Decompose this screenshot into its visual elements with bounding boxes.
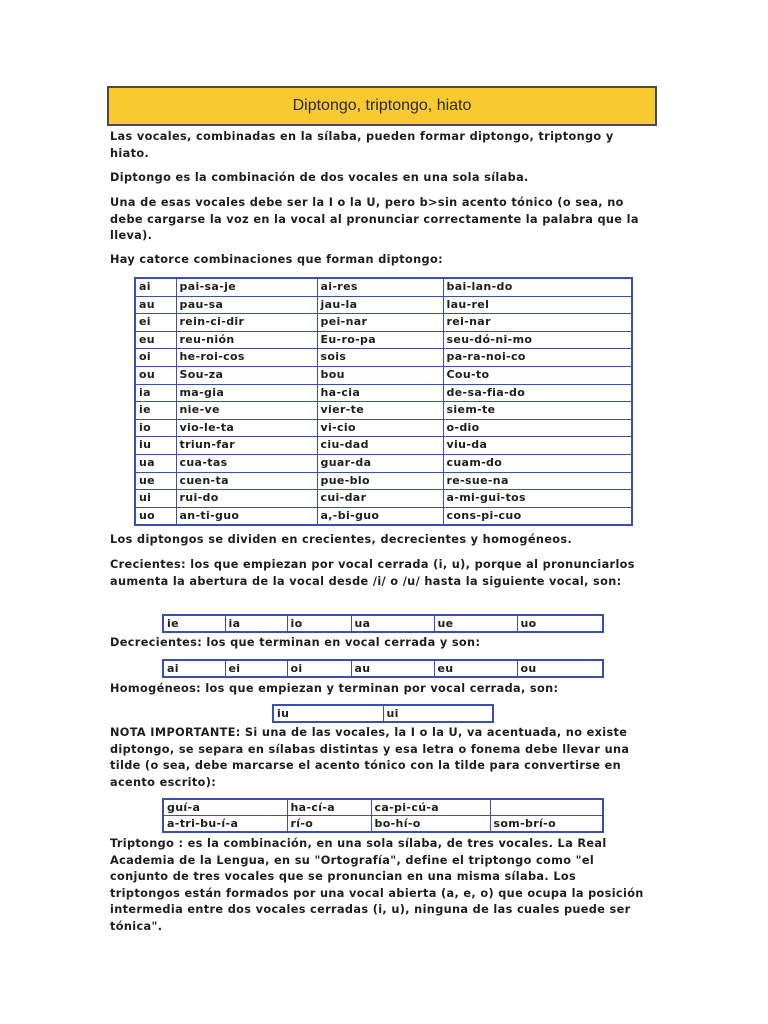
decrecientes-paragraph: Decrecientes: los que terminan en vocal cerrada y son:	[110, 636, 481, 649]
table-cell: eu	[135, 331, 176, 349]
homogeneos-paragraph: Homogéneos: los que empiezan y terminan por vocal cerrada, son:	[110, 682, 559, 695]
decreciente-cell: oi	[287, 660, 351, 677]
table-cell: rein-ci-dir	[176, 314, 317, 332]
table-row	[135, 331, 632, 349]
table-cell: io	[135, 419, 176, 437]
decreciente-cell: au	[351, 660, 434, 677]
table-cell: a-mi-gui-tos	[443, 490, 632, 508]
dividen-paragraph: Los diptongos se dividen en crecientes, decrecientes y homogéneos.	[110, 533, 573, 546]
table-row	[135, 366, 632, 384]
table-cell: ua	[135, 454, 176, 472]
table-row	[135, 278, 632, 296]
crecientes-paragraph: Crecientes: los que empiezan por vocal cerrada (i, u), porque al pronunciarlos aumenta la abertura de la vocal desde /i/ o /u/ hasta la siguiente vocal, son:	[110, 558, 635, 588]
table-row	[135, 437, 632, 455]
hiato-cell: bo-hí-o	[371, 816, 490, 833]
table-cell: ie	[135, 402, 176, 420]
creciente-cell: uo	[517, 615, 603, 632]
table-cell: oi	[135, 349, 176, 367]
table-cell: ciu-dad	[317, 437, 443, 455]
homogeneos-table	[272, 704, 494, 723]
decreciente-cell: eu	[434, 660, 517, 677]
table-row	[163, 615, 603, 632]
decreciente-cell: ou	[517, 660, 603, 677]
table-cell: ei	[135, 314, 176, 332]
table-row	[135, 402, 632, 420]
table-row	[273, 705, 493, 722]
table-cell: o-dio	[443, 419, 632, 437]
catorce-paragraph: Hay catorce combinaciones que forman diptongo:	[110, 253, 443, 266]
triptongo-paragraph: Triptongo : es la combinación, en una sola sílaba, de tres vocales. La Real Academia de la Lengua, en su "Ortografía", define el triptongo como "el conjunto de tres vocales que se pronuncian en una misma sílaba. Los triptongos están formados por una vocal abierta (a, e, o) que ocupa la posición intermedia entre dos vocales cerradas (i, u), ninguna de las cuales puede ser tónica".	[110, 837, 644, 933]
hiato-cell: rí-o	[287, 816, 371, 833]
table-row	[135, 419, 632, 437]
table-cell: Eu-ro-pa	[317, 331, 443, 349]
decrecientes-table	[162, 659, 604, 678]
homogeneo-cell: ui	[383, 705, 493, 722]
table-cell: bou	[317, 366, 443, 384]
table-cell: reu-nión	[176, 331, 317, 349]
decreciente-cell: ai	[163, 660, 225, 677]
homogeneo-cell: iu	[273, 705, 383, 722]
rule-paragraph: Una de esas vocales debe ser la I o la U, pero b>sin acento tónico (o sea, no debe cargarse la voz en la vocal al pronunciar correctamente la palabra que la lleva).	[110, 196, 639, 242]
table-cell: an-ti-guo	[176, 507, 317, 525]
intro-paragraph: Las vocales, combinadas en la sílaba, pueden formar diptongo, triptongo y hiato.	[110, 130, 614, 160]
table-row	[135, 296, 632, 314]
table-cell: bai-lan-do	[443, 278, 632, 296]
table-cell: jau-la	[317, 296, 443, 314]
table-cell: iu	[135, 437, 176, 455]
table-cell: ai	[135, 278, 176, 296]
table-cell: a,-bi-guo	[317, 507, 443, 525]
table-row	[135, 454, 632, 472]
table-cell: ou	[135, 366, 176, 384]
table-cell: au	[135, 296, 176, 314]
table-row	[135, 349, 632, 367]
table-cell: pa-ra-noi-co	[443, 349, 632, 367]
table-cell: cuam-do	[443, 454, 632, 472]
table-cell: Cou-to	[443, 366, 632, 384]
table-row	[163, 799, 603, 816]
hiato-table	[162, 798, 604, 833]
table-cell: vio-le-ta	[176, 419, 317, 437]
creciente-cell: io	[287, 615, 351, 632]
table-cell: ha-cia	[317, 384, 443, 402]
hiato-cell: ca-pi-cú-a	[371, 799, 490, 816]
table-cell: triun-far	[176, 437, 317, 455]
table-cell: nie-ve	[176, 402, 317, 420]
table-cell: seu-dó-ni-mo	[443, 331, 632, 349]
table-row	[163, 660, 603, 677]
nota-importante-paragraph: NOTA IMPORTANTE: Si una de las vocales, la I o la U, va acentuada, no existe diptongo, se separa en sílabas distintas y esa letra o fonema debe llevar una tilde (o sea, debe marcarse el acento tónico con la tilde para convertirse en acento escrito):	[110, 726, 630, 789]
creciente-cell: ue	[434, 615, 517, 632]
table-cell: ai-res	[317, 278, 443, 296]
hiato-cell: ha-cí-a	[287, 799, 371, 816]
table-cell: cuen-ta	[176, 472, 317, 490]
table-cell: viu-da	[443, 437, 632, 455]
creciente-cell: ia	[225, 615, 287, 632]
table-cell: sois	[317, 349, 443, 367]
table-cell: re-sue-na	[443, 472, 632, 490]
table-row	[135, 507, 632, 525]
table-cell: rui-do	[176, 490, 317, 508]
hiato-cell: a-tri-bu-í-a	[163, 816, 287, 833]
table-cell: ui	[135, 490, 176, 508]
table-cell: guar-da	[317, 454, 443, 472]
diphthong-table	[134, 277, 633, 526]
table-cell: lau-rel	[443, 296, 632, 314]
creciente-cell: ie	[163, 615, 225, 632]
table-cell: uo	[135, 507, 176, 525]
table-cell: ma-gia	[176, 384, 317, 402]
page-title	[107, 86, 657, 126]
table-cell: de-sa-fia-do	[443, 384, 632, 402]
creciente-cell: ua	[351, 615, 434, 632]
table-cell: pai-sa-je	[176, 278, 317, 296]
table-row	[135, 314, 632, 332]
table-cell: vi-cio	[317, 419, 443, 437]
table-cell: vier-te	[317, 402, 443, 420]
table-cell: he-roi-cos	[176, 349, 317, 367]
table-row	[135, 490, 632, 508]
table-cell: pei-nar	[317, 314, 443, 332]
table-row	[163, 816, 603, 833]
hiato-cell: som-brí-o	[490, 816, 603, 833]
table-cell: pue-blo	[317, 472, 443, 490]
table-row	[135, 472, 632, 490]
crecientes-table	[162, 614, 604, 633]
diptongo-definition: Diptongo es la combinación de dos vocales en una sola sílaba.	[110, 171, 529, 184]
hiato-cell: guí-a	[163, 799, 287, 816]
table-cell: cua-tas	[176, 454, 317, 472]
table-cell: Sou-za	[176, 366, 317, 384]
decreciente-cell: ei	[225, 660, 287, 677]
table-cell: cui-dar	[317, 490, 443, 508]
table-cell: ia	[135, 384, 176, 402]
table-cell: siem-te	[443, 402, 632, 420]
title-text: Diptongo, triptongo, hiato	[292, 97, 472, 114]
table-cell: ue	[135, 472, 176, 490]
table-cell: cons-pi-cuo	[443, 507, 632, 525]
table-cell: pau-sa	[176, 296, 317, 314]
table-cell: rei-nar	[443, 314, 632, 332]
table-row	[135, 384, 632, 402]
hiato-cell	[490, 799, 603, 816]
